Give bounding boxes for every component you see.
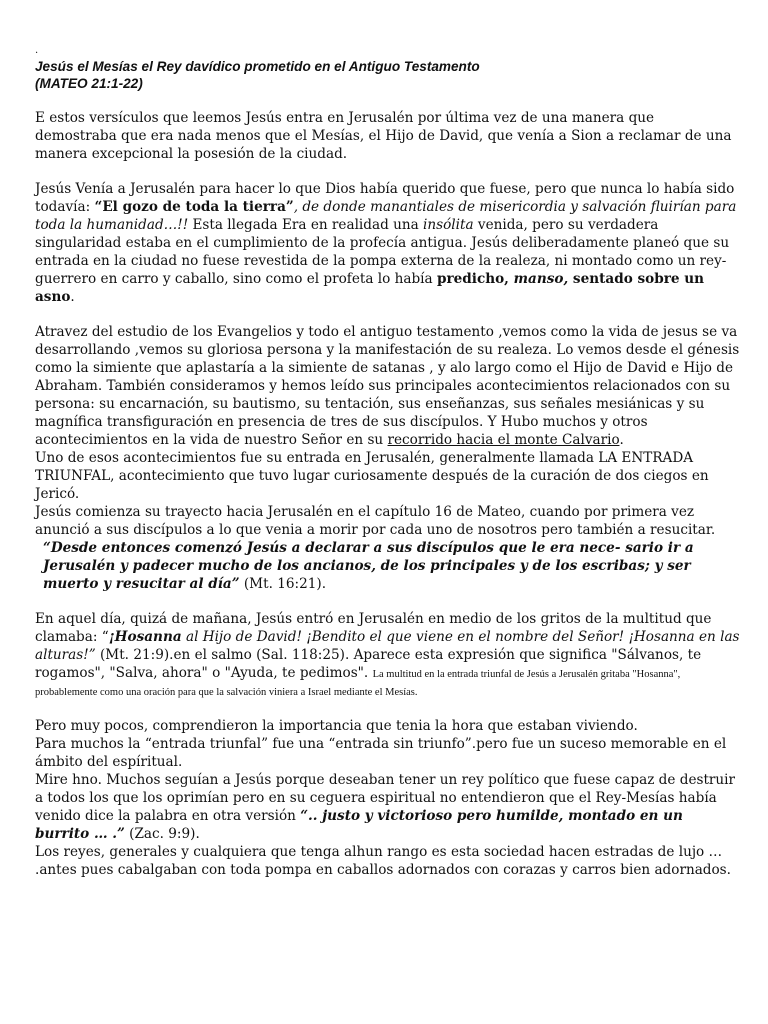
title-line-1: Jesús el Mesías el Rey davídico prometido en el Antiguo Testamento: [35, 59, 480, 74]
p10-text-a: Mire hno. Muchos seguían a Jesús porque deseaban tener un rey político que fuese capaz de destruir a todos los que los oprimían pero en su ceguera espiritual no entendieron que el Rey-Mesías había venido dice la palabra en otra versión: [35, 772, 736, 824]
paragraph-10: [35, 771, 740, 843]
p10-bold-italic-quote: “.. justo y victorioso pero humilde, montado en un burrito … .”: [35, 808, 683, 842]
paragraph-3: [35, 323, 740, 449]
paragraph-9: Para muchos la “entrada triunfal” fue una “entrada sin triunfo”.pero fue un suceso memorable en el ámbito del espíritual.: [35, 736, 727, 770]
document-title: [35, 58, 740, 92]
p7-small-note: La multitud en la entrada triunfal de Jesús a Jerusalén gritaba "Hosanna", probablemente como una oración para que la salvación viniera a Israel mediante el Mesías.: [35, 669, 681, 698]
p2-period: .: [70, 289, 75, 305]
title-line-2: (MATEO 21:1-22): [35, 76, 143, 91]
p3-text: Atravez del estudio de los Evangelios y todo el antiguo testamento ,vemos como la vida de jesus se va desarrollando ,vemos su gloriosa persona y la manifestación de su realeza. Lo vemos desde el génesis como la simiente que aplastaría a la simiente de satanas , y alo largo como el Hijo de David e Hijo de Abraham. También consideramos y hemos leído sus principales acontecimientos relacionados con su persona: su encarnación, su bautismo, su tentación, sus enseñanzas, sus señales mesiánicas y su magnífica transfiguración en presencia de tres de sus discípulos. Y Hubo muchos y otros acontecimientos en la vida de nuestro Señor en su: [35, 324, 740, 448]
p3-underlined-text: recorrido hacia el monte Calvario: [387, 432, 620, 448]
p7-text-d: (Mt. 21:9).en el salmo (Sal. 118:25). Aparece esta expresión que significa "Sálvanos, te rogamos", "Salva, ahora" o "Ayuda, te pedimos".: [35, 647, 702, 681]
p2-text-f: venida, pero su verdadera singularidad estaba en el cumplimiento de la profecía antigua. Jesús deliberadamente planeó que su entrada en la ciudad no fuese revestida de la pompa externa de la realeza, ni montado como un rey-guerrero en carro y caballo, sino como el profeta lo había: [35, 217, 730, 287]
p7-italic-text: al Hijo de David! ¡Bendito el que viene en el nombre del Señor! ¡Hosanna en las alturas!”: [35, 629, 740, 663]
p2-bold-quote: “El gozo de toda la tierra”: [94, 199, 294, 215]
p2-text-d: Esta llegada Era en realidad una: [188, 217, 424, 233]
document-page: [35, 44, 740, 879]
paragraph-6: [35, 539, 740, 593]
paragraph-5: Jesús comienza su trayecto hacia Jerusalén en el capítulo 16 de Mateo, cuando por primera vez anunció a sus discípulos a lo que venia a morir por cada uno de nosotros pero también a resucitar.: [35, 504, 716, 538]
paragraph-11: Los reyes, generales y cualquiera que tenga alhun rango es esta sociedad hacen estradas de lujo … .antes pues cabalgaban con toda pompa en caballos adornados con corazas y carros bien adornados.: [35, 844, 731, 878]
paragraph-7: [35, 610, 740, 700]
paragraph-1: E estos versículos que leemos Jesús entra en Jerusalén por última vez de una manera que demostraba que era nada menos que el Mesías, el Hijo de David, que venía a Sion a reclamar de una manera excepcional la posesión de la ciudad.: [35, 110, 732, 162]
p3-period: .: [619, 432, 624, 448]
paragraph-8: Pero muy pocos, comprendieron la importancia que tenia la hora que estaban viviendo.: [35, 718, 638, 734]
p2-italic-insolita: insólita: [423, 217, 474, 233]
stray-dot: .: [35, 45, 39, 56]
p7-bold-hosanna: ¡Hosanna: [108, 629, 182, 645]
p2-bold-predicho: predicho,: [436, 271, 514, 287]
p2-text-a: Jesús Venía a Jerusalén para hacer lo que Dios había querido que fuese, pero que nunca lo había sido todavía:: [35, 181, 735, 215]
p6-bold-italic-quote: “Desde entonces comenzó Jesús a declarar a sus discípulos que le era nece- sario ir a Jerusalén y padecer mucho de los ancianos, de los principales y de los escribas; y ser muerto y resucitar al día”: [43, 540, 694, 592]
p10-reference: (Zac. 9:9).: [124, 826, 200, 842]
p2-italic-text: , de donde manantiales de misericordia y salvación fluirían para toda la humanidad…!!: [35, 199, 737, 233]
paragraph-2: [35, 180, 740, 306]
p2-bold-asno: sentado sobre un asno: [35, 271, 705, 305]
p6-reference: (Mt. 16:21).: [239, 576, 327, 592]
paragraph-4: Uno de esos acontecimientos fue su entrada en Jerusalén, generalmente llamada LA ENTRADA TRIUNFAL, acontecimiento que tuvo lugar curiosamente después de la curación de dos ciegos en Jericó.: [35, 450, 709, 502]
p7-text-a: En aquel día, quizá de mañana, Jesús entró en Jerusalén en medio de los gritos de la multitud que clamaba: “: [35, 611, 712, 645]
p2-bold-italic-manso: manso,: [513, 271, 569, 287]
